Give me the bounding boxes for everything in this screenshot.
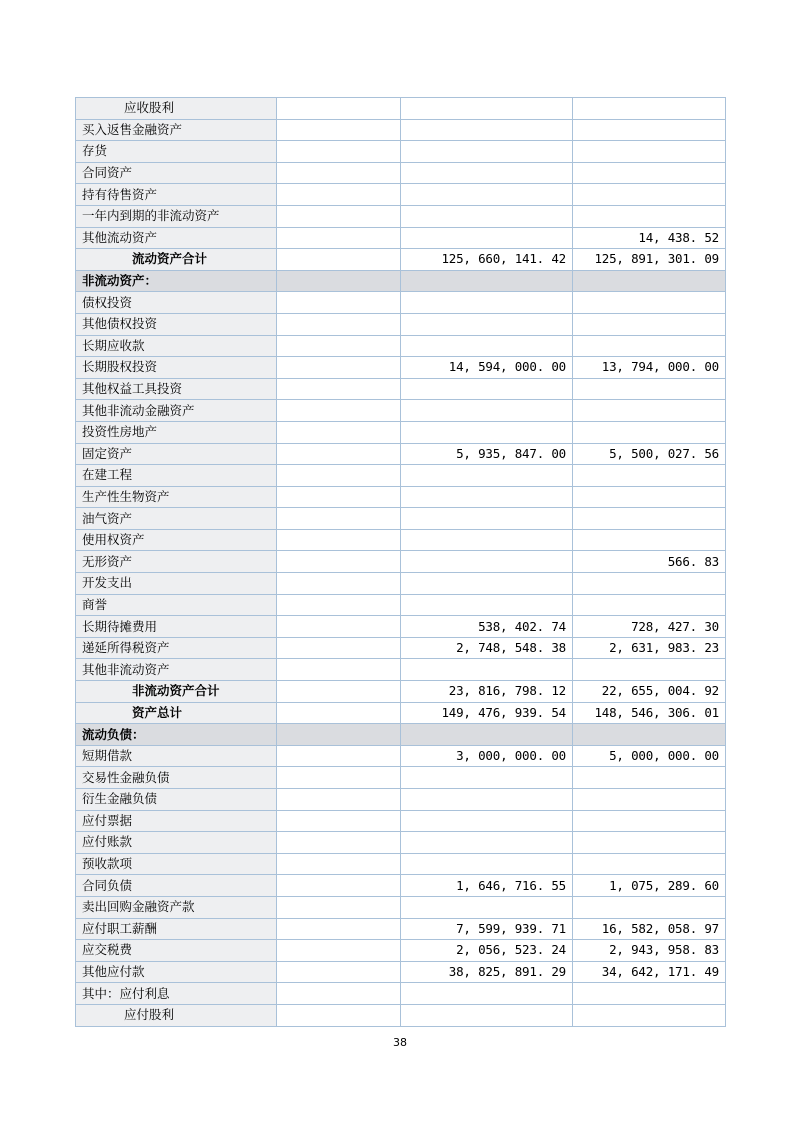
- row-value-prior: 22, 655, 004. 92: [573, 681, 726, 703]
- row-label: 交易性金融负债: [76, 767, 277, 789]
- row-value-prior: [573, 983, 726, 1005]
- row-value-prior: [573, 292, 726, 314]
- row-value-current: [401, 270, 573, 292]
- row-note-cell: [277, 681, 401, 703]
- row-note-cell: [277, 573, 401, 595]
- row-label: 长期股权投资: [76, 357, 277, 379]
- row-note-cell: [277, 637, 401, 659]
- table-row: [76, 702, 726, 724]
- table-row: [76, 486, 726, 508]
- row-value-current: 14, 594, 000. 00: [401, 357, 573, 379]
- row-value-current: [401, 1004, 573, 1026]
- row-value-current: [401, 400, 573, 422]
- row-label: 递延所得税资产: [76, 637, 277, 659]
- row-label: 开发支出: [76, 573, 277, 595]
- row-value-prior: 728, 427. 30: [573, 616, 726, 638]
- row-label: 长期待摊费用: [76, 616, 277, 638]
- row-value-current: [401, 983, 573, 1005]
- row-value-prior: [573, 205, 726, 227]
- row-value-prior: 2, 631, 983. 23: [573, 637, 726, 659]
- table-row: [76, 637, 726, 659]
- row-value-current: [401, 335, 573, 357]
- row-label: 一年内到期的非流动资产: [76, 205, 277, 227]
- table-row: [76, 335, 726, 357]
- row-value-current: 2, 056, 523. 24: [401, 940, 573, 962]
- row-value-current: [401, 227, 573, 249]
- row-note-cell: [277, 767, 401, 789]
- row-value-prior: [573, 335, 726, 357]
- table-row: [76, 940, 726, 962]
- row-note-cell: [277, 141, 401, 163]
- table-row: [76, 745, 726, 767]
- row-note-cell: [277, 853, 401, 875]
- row-value-prior: [573, 810, 726, 832]
- row-value-prior: 14, 438. 52: [573, 227, 726, 249]
- row-note-cell: [277, 983, 401, 1005]
- row-note-cell: [277, 745, 401, 767]
- row-value-current: 38, 825, 891. 29: [401, 961, 573, 983]
- table-row: [76, 832, 726, 854]
- row-note-cell: [277, 789, 401, 811]
- row-label: 债权投资: [76, 292, 277, 314]
- row-value-current: [401, 853, 573, 875]
- row-note-cell: [277, 918, 401, 940]
- row-value-current: [401, 659, 573, 681]
- row-label: 非流动资产：: [76, 270, 277, 292]
- table-row: [76, 1004, 726, 1026]
- row-note-cell: [277, 313, 401, 335]
- row-label: 其他债权投资: [76, 313, 277, 335]
- row-value-prior: [573, 141, 726, 163]
- table-row: [76, 465, 726, 487]
- row-note-cell: [277, 162, 401, 184]
- row-value-current: [401, 486, 573, 508]
- row-value-current: 149, 476, 939. 54: [401, 702, 573, 724]
- row-note-cell: [277, 810, 401, 832]
- table-row: [76, 918, 726, 940]
- row-value-current: [401, 724, 573, 746]
- row-value-current: [401, 789, 573, 811]
- balance-sheet-table: [75, 97, 726, 1027]
- table-row: [76, 184, 726, 206]
- row-value-prior: [573, 529, 726, 551]
- row-label: 投资性房地产: [76, 421, 277, 443]
- row-value-prior: [573, 1004, 726, 1026]
- row-value-current: [401, 573, 573, 595]
- row-label: 流动资产合计: [76, 249, 277, 271]
- row-value-current: 7, 599, 939. 71: [401, 918, 573, 940]
- row-label: 应交税费: [76, 940, 277, 962]
- row-note-cell: [277, 702, 401, 724]
- table-row: [76, 292, 726, 314]
- table-row: [76, 529, 726, 551]
- table-row: [76, 249, 726, 271]
- row-label: 其他非流动资产: [76, 659, 277, 681]
- table-row: [76, 573, 726, 595]
- row-value-current: [401, 551, 573, 573]
- row-note-cell: [277, 875, 401, 897]
- row-note-cell: [277, 616, 401, 638]
- row-label: 应收股利: [76, 98, 277, 120]
- row-label: 无形资产: [76, 551, 277, 573]
- table-row: [76, 896, 726, 918]
- row-label: 使用权资产: [76, 529, 277, 551]
- row-value-current: 1, 646, 716. 55: [401, 875, 573, 897]
- row-value-current: [401, 832, 573, 854]
- row-value-prior: [573, 270, 726, 292]
- row-value-prior: [573, 313, 726, 335]
- row-value-prior: 566. 83: [573, 551, 726, 573]
- row-note-cell: [277, 465, 401, 487]
- row-value-prior: [573, 659, 726, 681]
- table-row: [76, 659, 726, 681]
- row-value-prior: [573, 119, 726, 141]
- row-note-cell: [277, 292, 401, 314]
- row-value-prior: [573, 421, 726, 443]
- row-note-cell: [277, 227, 401, 249]
- row-value-prior: [573, 465, 726, 487]
- row-note-cell: [277, 529, 401, 551]
- row-note-cell: [277, 184, 401, 206]
- row-note-cell: [277, 400, 401, 422]
- row-label: 卖出回购金融资产款: [76, 896, 277, 918]
- row-label: 持有待售资产: [76, 184, 277, 206]
- row-label: 非流动资产合计: [76, 681, 277, 703]
- table-row: [76, 961, 726, 983]
- row-value-prior: 148, 546, 306. 01: [573, 702, 726, 724]
- row-value-prior: [573, 98, 726, 120]
- row-value-prior: [573, 400, 726, 422]
- table-row: [76, 162, 726, 184]
- row-note-cell: [277, 832, 401, 854]
- row-label: 预收款项: [76, 853, 277, 875]
- row-value-current: 3, 000, 000. 00: [401, 745, 573, 767]
- row-note-cell: [277, 724, 401, 746]
- row-value-prior: 5, 000, 000. 00: [573, 745, 726, 767]
- table-row: [76, 443, 726, 465]
- row-value-current: [401, 810, 573, 832]
- table-row: [76, 119, 726, 141]
- table-row: [76, 98, 726, 120]
- row-value-prior: 34, 642, 171. 49: [573, 961, 726, 983]
- table-row: [76, 789, 726, 811]
- row-value-prior: 13, 794, 000. 00: [573, 357, 726, 379]
- row-value-current: 125, 660, 141. 42: [401, 249, 573, 271]
- table-row: [76, 724, 726, 746]
- row-value-prior: [573, 573, 726, 595]
- row-value-current: [401, 594, 573, 616]
- table-row: [76, 983, 726, 1005]
- row-label: 应付票据: [76, 810, 277, 832]
- table-row: [76, 853, 726, 875]
- row-value-current: [401, 184, 573, 206]
- row-value-prior: [573, 724, 726, 746]
- row-label: 买入返售金融资产: [76, 119, 277, 141]
- table-row: [76, 205, 726, 227]
- row-value-prior: [573, 378, 726, 400]
- row-value-prior: [573, 184, 726, 206]
- row-value-prior: [573, 853, 726, 875]
- row-label: 生产性生物资产: [76, 486, 277, 508]
- row-note-cell: [277, 594, 401, 616]
- row-note-cell: [277, 378, 401, 400]
- table-row: [76, 357, 726, 379]
- row-value-prior: [573, 832, 726, 854]
- row-label: 在建工程: [76, 465, 277, 487]
- table-row: [76, 508, 726, 530]
- row-label: 其中：应付利息: [76, 983, 277, 1005]
- row-label: 流动负债：: [76, 724, 277, 746]
- row-note-cell: [277, 1004, 401, 1026]
- row-value-prior: [573, 767, 726, 789]
- row-value-current: 23, 816, 798. 12: [401, 681, 573, 703]
- table-row: [76, 227, 726, 249]
- row-note-cell: [277, 443, 401, 465]
- row-value-current: [401, 205, 573, 227]
- page-number: 38: [393, 1036, 407, 1049]
- row-value-prior: 2, 943, 958. 83: [573, 940, 726, 962]
- row-note-cell: [277, 486, 401, 508]
- row-value-prior: [573, 508, 726, 530]
- row-label: 应付账款: [76, 832, 277, 854]
- row-label: 其他流动资产: [76, 227, 277, 249]
- row-label: 合同资产: [76, 162, 277, 184]
- table-row: [76, 270, 726, 292]
- row-value-prior: [573, 162, 726, 184]
- row-label: 衍生金融负债: [76, 789, 277, 811]
- row-value-current: 5, 935, 847. 00: [401, 443, 573, 465]
- row-value-current: [401, 421, 573, 443]
- row-value-prior: 125, 891, 301. 09: [573, 249, 726, 271]
- row-value-current: [401, 119, 573, 141]
- balance-sheet-body: [76, 98, 726, 1027]
- row-value-current: [401, 313, 573, 335]
- table-row: [76, 421, 726, 443]
- row-note-cell: [277, 119, 401, 141]
- table-row: [76, 616, 726, 638]
- table-row: [76, 400, 726, 422]
- row-note-cell: [277, 421, 401, 443]
- row-note-cell: [277, 205, 401, 227]
- row-value-prior: 16, 582, 058. 97: [573, 918, 726, 940]
- table-row: [76, 810, 726, 832]
- row-value-prior: [573, 896, 726, 918]
- row-note-cell: [277, 335, 401, 357]
- row-value-current: [401, 529, 573, 551]
- row-label: 应付股利: [76, 1004, 277, 1026]
- row-label: 油气资产: [76, 508, 277, 530]
- table-row: [76, 378, 726, 400]
- row-value-current: [401, 767, 573, 789]
- row-value-prior: [573, 594, 726, 616]
- row-value-prior: 5, 500, 027. 56: [573, 443, 726, 465]
- row-note-cell: [277, 270, 401, 292]
- table-row: [76, 551, 726, 573]
- row-value-current: [401, 98, 573, 120]
- row-label: 存货: [76, 141, 277, 163]
- row-label: 长期应收款: [76, 335, 277, 357]
- row-label: 短期借款: [76, 745, 277, 767]
- row-value-prior: [573, 789, 726, 811]
- row-label: 商誉: [76, 594, 277, 616]
- row-note-cell: [277, 508, 401, 530]
- table-row: [76, 141, 726, 163]
- row-value-prior: [573, 486, 726, 508]
- row-value-current: [401, 378, 573, 400]
- table-row: [76, 681, 726, 703]
- row-value-current: [401, 141, 573, 163]
- row-note-cell: [277, 98, 401, 120]
- row-note-cell: [277, 551, 401, 573]
- row-label: 固定资产: [76, 443, 277, 465]
- row-note-cell: [277, 961, 401, 983]
- row-note-cell: [277, 940, 401, 962]
- row-label: 其他非流动金融资产: [76, 400, 277, 422]
- row-value-current: [401, 508, 573, 530]
- row-value-current: [401, 465, 573, 487]
- row-note-cell: [277, 249, 401, 271]
- row-label: 其他权益工具投资: [76, 378, 277, 400]
- row-note-cell: [277, 357, 401, 379]
- row-note-cell: [277, 659, 401, 681]
- table-row: [76, 767, 726, 789]
- row-value-current: 2, 748, 548. 38: [401, 637, 573, 659]
- table-row: [76, 313, 726, 335]
- row-value-current: [401, 292, 573, 314]
- row-note-cell: [277, 896, 401, 918]
- table-row: [76, 875, 726, 897]
- row-value-prior: 1, 075, 289. 60: [573, 875, 726, 897]
- row-label: 合同负债: [76, 875, 277, 897]
- row-value-current: 538, 402. 74: [401, 616, 573, 638]
- table-row: [76, 594, 726, 616]
- row-value-current: [401, 896, 573, 918]
- row-label: 应付职工薪酬: [76, 918, 277, 940]
- row-value-current: [401, 162, 573, 184]
- row-label: 资产总计: [76, 702, 277, 724]
- row-label: 其他应付款: [76, 961, 277, 983]
